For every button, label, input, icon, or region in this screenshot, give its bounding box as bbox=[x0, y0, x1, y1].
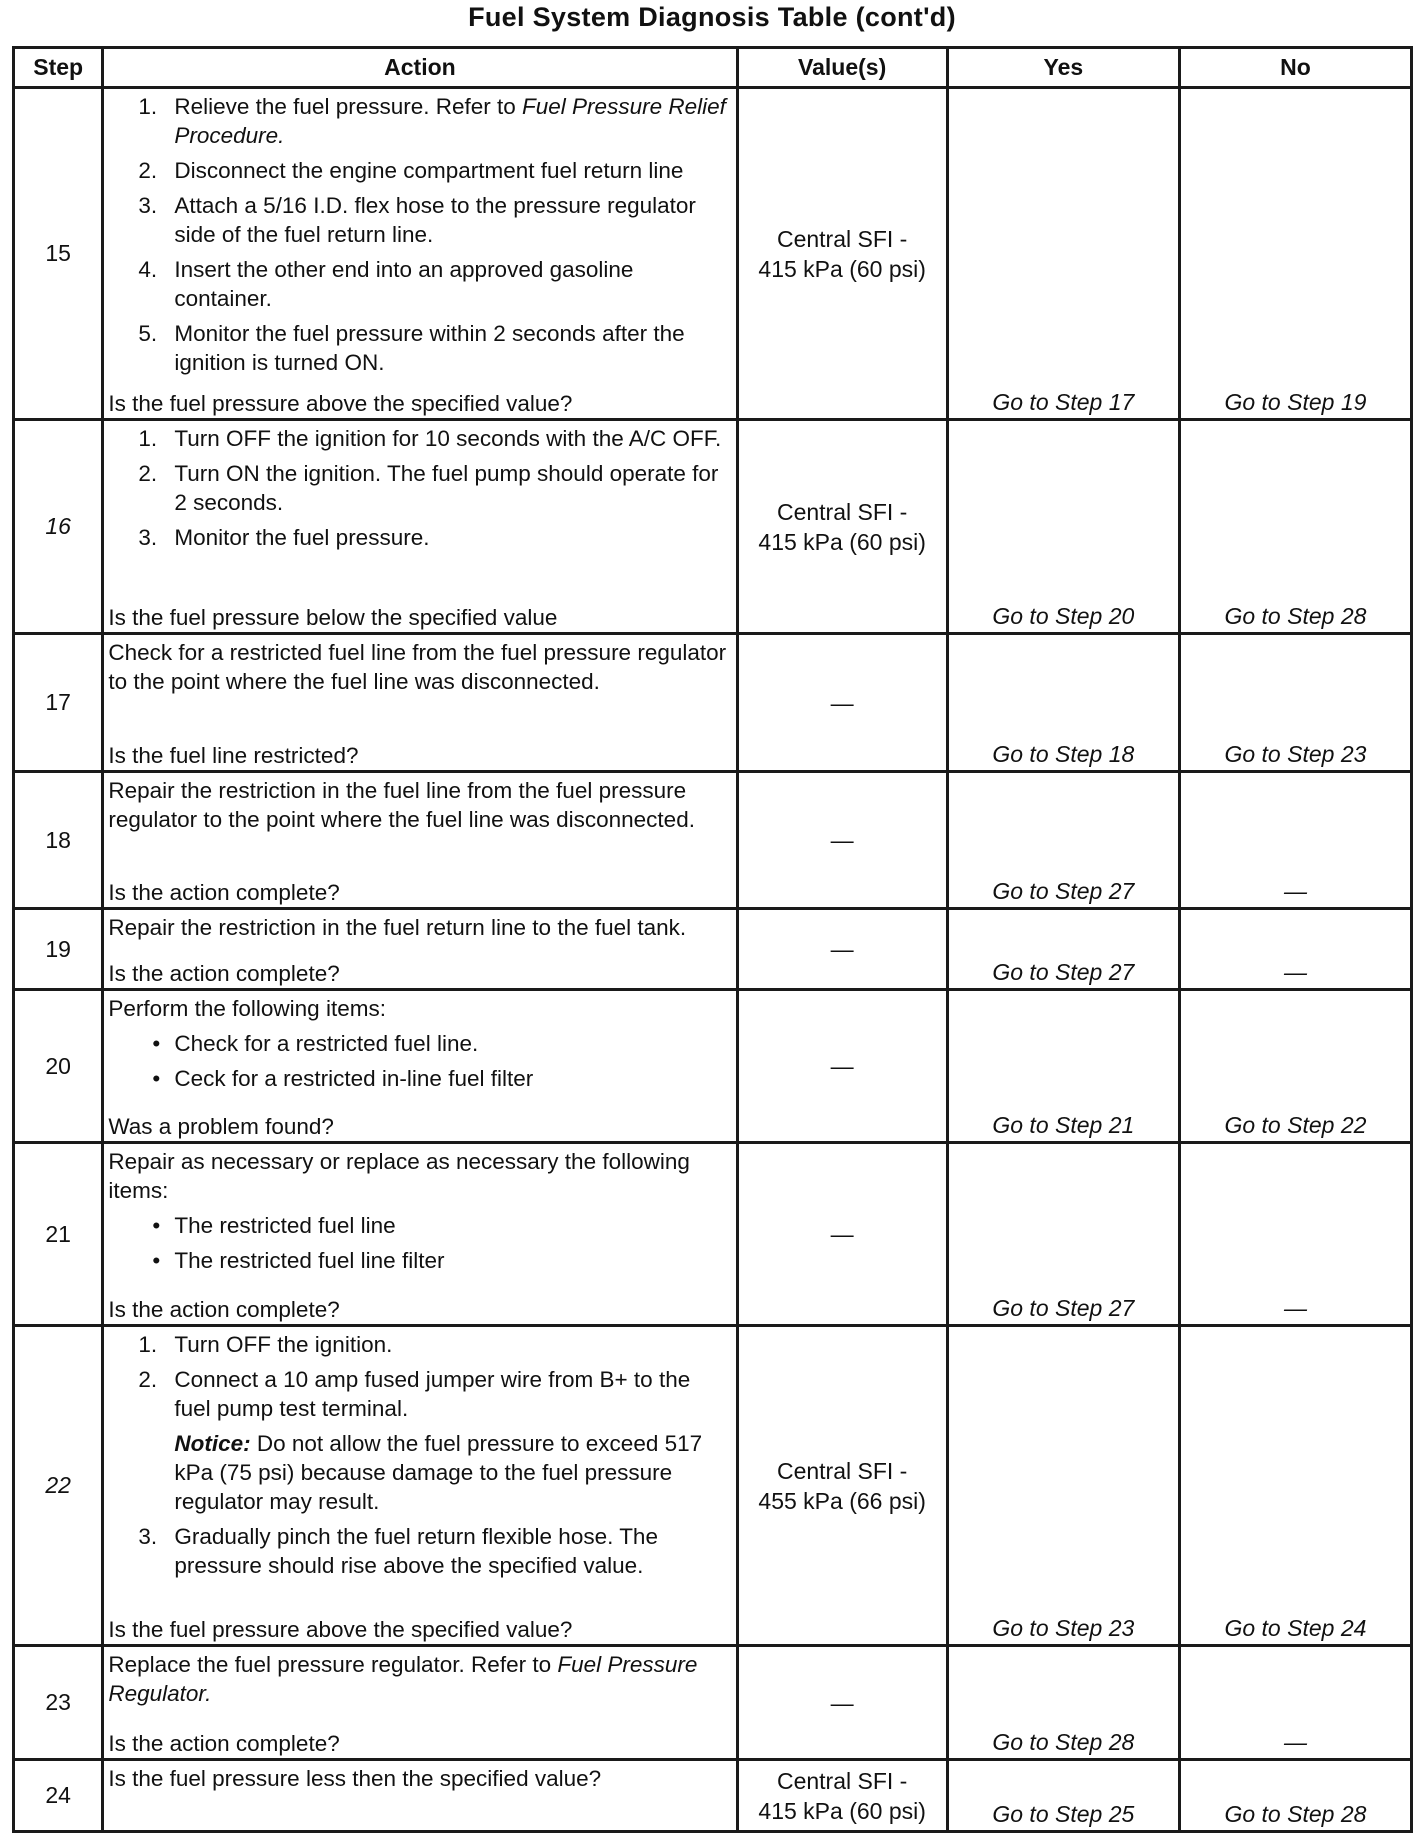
value-cell: Central SFI - 455 kPa (66 psi) bbox=[737, 1326, 947, 1646]
value-cell: — bbox=[737, 1646, 947, 1760]
yes-cell: Go to Step 25 bbox=[947, 1760, 1179, 1832]
action-text: Replace the fuel pressure regulator. Refer to Fuel Pressure Regulator. bbox=[108, 1652, 698, 1706]
value-cell: Central SFI - 415 kPa (60 psi) bbox=[737, 420, 947, 634]
yes-cell: Go to Step 21 bbox=[947, 990, 1179, 1143]
question-text: Is the action complete? bbox=[108, 880, 340, 905]
list-item: 3. Gradually pinch the fuel return flexible hose. The pressure should rise above the specified value. bbox=[138, 1524, 658, 1578]
action-text: Repair as necessary or replace as necessary the following items: bbox=[108, 1149, 690, 1203]
no-cell: — bbox=[1179, 909, 1411, 990]
table-row bbox=[14, 990, 1412, 1143]
action-cell bbox=[103, 1326, 737, 1646]
no-cell: — bbox=[1179, 1646, 1411, 1760]
value-cell: Central SFI - 415 kPa (60 psi) bbox=[737, 88, 947, 420]
table-row bbox=[14, 1760, 1412, 1832]
action-cell bbox=[103, 634, 737, 772]
list-item: 2. Disconnect the engine compartment fuel return line bbox=[138, 158, 684, 183]
list-item: 5. Monitor the fuel pressure within 2 seconds after the ignition is turned ON. bbox=[138, 321, 685, 375]
step-number: 18 bbox=[14, 772, 103, 909]
action-text: Check for a restricted fuel line from the fuel pressure regulator to the point where the fuel line was disconnected. bbox=[108, 640, 727, 694]
yes-cell: Go to Step 17 bbox=[947, 88, 1179, 420]
step-number: 16 bbox=[14, 420, 103, 634]
table-row bbox=[14, 420, 1412, 634]
question-text: Is the action complete? bbox=[108, 1297, 340, 1322]
action-text: Repair the restriction in the fuel return line to the fuel tank. bbox=[108, 915, 687, 940]
table-row bbox=[14, 88, 1412, 420]
list-item: 2. Turn ON the ignition. The fuel pump should operate for 2 seconds. bbox=[138, 461, 719, 515]
step-number: 20 bbox=[14, 990, 103, 1143]
value-cell: — bbox=[737, 990, 947, 1143]
header-values: Value(s) bbox=[737, 48, 947, 88]
table-row bbox=[14, 1646, 1412, 1760]
action-text: Repair the restriction in the fuel line from the fuel pressure regulator to the point where the fuel line was disconnected. bbox=[108, 778, 695, 832]
header-yes: Yes bbox=[947, 48, 1179, 88]
list-item: 4. Insert the other end into an approved gasoline container. bbox=[138, 257, 634, 311]
question-text: Is the action complete? bbox=[108, 1731, 340, 1756]
action-text: Perform the following items: bbox=[108, 996, 386, 1021]
yes-cell: Go to Step 27 bbox=[947, 772, 1179, 909]
value-cell: Central SFI - 415 kPa (60 psi) bbox=[737, 1760, 947, 1832]
list-item: • The restricted fuel line bbox=[152, 1213, 396, 1238]
action-cell bbox=[103, 772, 737, 909]
value-cell: — bbox=[737, 1143, 947, 1326]
question-text: Is the fuel pressure less then the specified value? bbox=[108, 1766, 602, 1791]
list-item: • Check for a restricted fuel line. bbox=[152, 1031, 479, 1056]
question-text: Is the fuel pressure above the specified value? bbox=[108, 1617, 573, 1642]
no-cell: Go to Step 19 bbox=[1179, 88, 1411, 420]
yes-cell: Go to Step 27 bbox=[947, 909, 1179, 990]
list-item: 1. Turn OFF the ignition for 10 seconds with the A/C OFF. bbox=[138, 426, 722, 451]
list-item: • Ceck for a restricted in-line fuel filter bbox=[152, 1066, 534, 1091]
list-item: 2. Connect a 10 amp fused jumper wire from B+ to the fuel pump test terminal. bbox=[138, 1367, 691, 1421]
table-row bbox=[14, 772, 1412, 909]
header-step: Step bbox=[14, 48, 103, 88]
action-cell bbox=[103, 420, 737, 634]
yes-cell: Go to Step 23 bbox=[947, 1326, 1179, 1646]
action-cell bbox=[103, 990, 737, 1143]
no-cell: Go to Step 22 bbox=[1179, 990, 1411, 1143]
yes-cell: Go to Step 27 bbox=[947, 1143, 1179, 1326]
header-no: No bbox=[1179, 48, 1411, 88]
no-cell: Go to Step 28 bbox=[1179, 1760, 1411, 1832]
list-item: 3. Monitor the fuel pressure. bbox=[138, 525, 430, 550]
step-number: 19 bbox=[14, 909, 103, 990]
action-cell bbox=[103, 1646, 737, 1760]
step-number: 24 bbox=[14, 1760, 103, 1832]
notice-text: Notice: Do not allow the fuel pressure to exceed 517 kPa (75 psi) because damage to the fuel pressure regulator may result. bbox=[174, 1431, 703, 1514]
table-row bbox=[14, 1326, 1412, 1646]
yes-cell: Go to Step 20 bbox=[947, 420, 1179, 634]
question-text: Is the fuel line restricted? bbox=[108, 743, 359, 768]
value-cell: — bbox=[737, 634, 947, 772]
header-row bbox=[14, 48, 1412, 88]
yes-cell: Go to Step 18 bbox=[947, 634, 1179, 772]
action-cell bbox=[103, 909, 737, 990]
question-text: Is the fuel pressure below the specified value bbox=[108, 605, 558, 630]
table-row bbox=[14, 634, 1412, 772]
action-cell bbox=[103, 1143, 737, 1326]
question-text: Was a problem found? bbox=[108, 1114, 334, 1139]
question-text: Is the action complete? bbox=[108, 961, 340, 986]
diagnosis-table bbox=[12, 46, 1413, 1833]
action-cell bbox=[103, 88, 737, 420]
no-cell: — bbox=[1179, 772, 1411, 909]
no-cell: Go to Step 24 bbox=[1179, 1326, 1411, 1646]
question-text: Is the fuel pressure above the specified value? bbox=[108, 391, 573, 416]
no-cell: — bbox=[1179, 1143, 1411, 1326]
value-cell: — bbox=[737, 909, 947, 990]
list-item: • The restricted fuel line filter bbox=[152, 1248, 445, 1273]
no-cell: Go to Step 23 bbox=[1179, 634, 1411, 772]
table-row bbox=[14, 1143, 1412, 1326]
list-item: 1. Turn OFF the ignition. bbox=[138, 1332, 393, 1357]
yes-cell: Go to Step 28 bbox=[947, 1646, 1179, 1760]
header-action: Action bbox=[103, 48, 737, 88]
step-number: 23 bbox=[14, 1646, 103, 1760]
step-number: 15 bbox=[14, 88, 103, 420]
value-cell: — bbox=[737, 772, 947, 909]
step-number: 22 bbox=[14, 1326, 103, 1646]
step-number: 21 bbox=[14, 1143, 103, 1326]
list-item: 1. Relieve the fuel pressure. Refer to Fuel Pressure Relief Procedure. bbox=[138, 94, 726, 148]
list-item: 3. Attach a 5/16 I.D. flex hose to the pressure regulator side of the fuel return line. bbox=[138, 193, 696, 247]
page-title: Fuel System Diagnosis Table (cont'd) bbox=[468, 2, 956, 32]
table-row bbox=[14, 909, 1412, 990]
step-number: 17 bbox=[14, 634, 103, 772]
action-cell bbox=[103, 1760, 737, 1832]
no-cell: Go to Step 28 bbox=[1179, 420, 1411, 634]
